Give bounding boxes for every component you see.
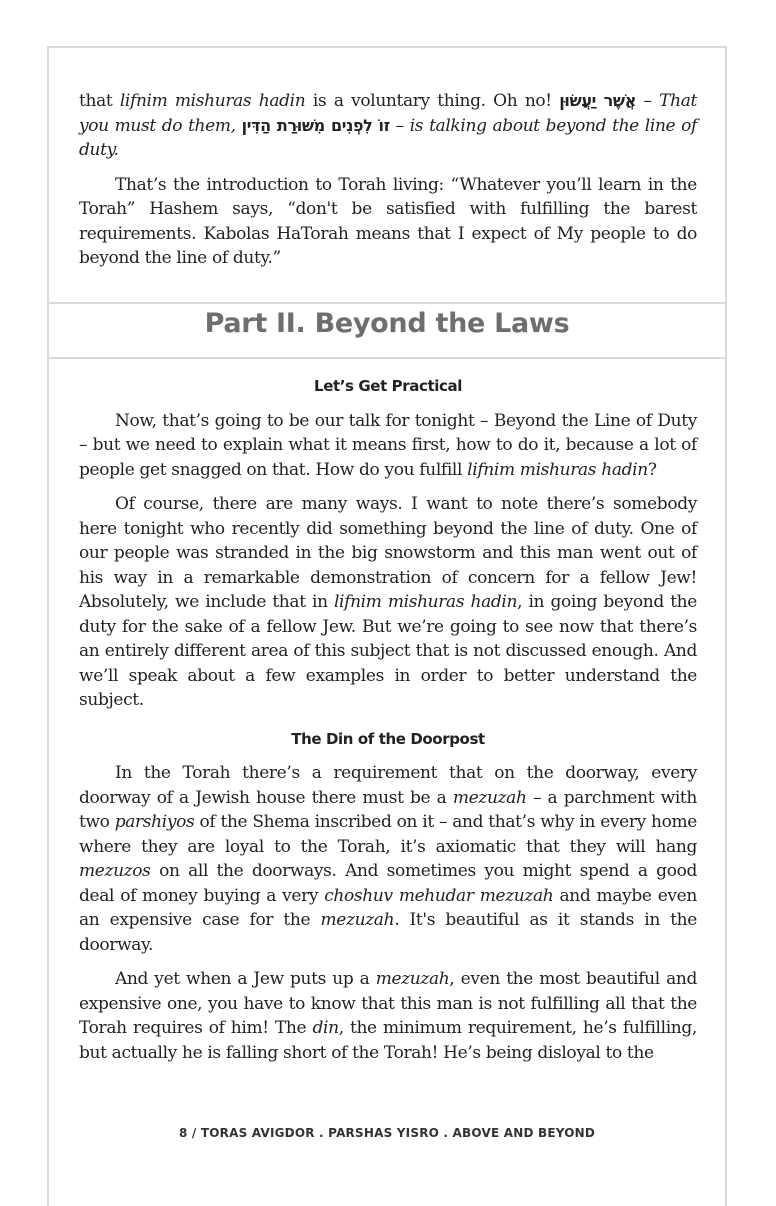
- text-run: In the Torah there’s a requirement that on the doorway, every doorway of a Jewish house there must be a: [79, 763, 697, 808]
- section-title: Part II. Beyond the Laws: [204, 308, 570, 339]
- italic-term: parshiyos: [114, 812, 195, 832]
- body-paragraph: [79, 409, 697, 483]
- hebrew-quote: אֲשֶׁר יַעֲשׂוּן: [559, 91, 637, 110]
- text-run: Now, that’s going to be our talk for tonight – Beyond the Line of Duty – but we need to explain what it means first, how to do it, because a lot of people get snagged on that. How do you fulfill: [79, 410, 697, 480]
- hebrew-quote: זוֹ לִפְנִים מִשּׁוּרַת הַדִּין: [241, 115, 390, 135]
- text-run: –: [636, 91, 660, 111]
- italic-term: lifnim mishuras hadin: [467, 459, 648, 480]
- subheading-lets-get-practical: Let’s Get Practical: [314, 377, 462, 395]
- divider-top: [47, 302, 727, 304]
- text-run: , in going beyond the duty for the sake of a fellow Jew. But we’re going to see now that there’s an entirely different area of this subject that is not discussed enough. And we’ll speak about a few examples in order to better understand the subject.: [79, 592, 697, 710]
- text-run: ?: [647, 459, 657, 480]
- text-run: that: [79, 91, 120, 111]
- italic-translation: That you must do them,: [79, 91, 698, 136]
- italic-translation: is talking about beyond the line of duty.: [79, 115, 697, 160]
- text-run: Of course, there are many ways. I want to note there’s somebody here tonight who recently did something beyond the line of duty. One of our people was stranded in the big snowstorm and this man went out of his way in a remarkable demonstration of concern for a fellow Jew! Absolutely, we include that in: [79, 494, 697, 612]
- text-run: of the Shema inscribed on it – and that’s why in every home where they are loyal to the Torah, it’s axiomatic that they will hang: [79, 812, 697, 857]
- text-run: on all the doorways. And sometimes you might spend a good deal of money buying a very: [79, 861, 697, 906]
- body-paragraph: [79, 492, 697, 713]
- text-run: , the minimum requirement, he’s fulfilling, but actually he is falling short of the Torah! He’s being disloyal to the: [79, 1018, 697, 1063]
- italic-term: din: [312, 1018, 339, 1038]
- intro-paragraph-2: That’s the introduction to Torah living: “Whatever you’ll learn in the Torah” Hashem says, “don't be satisfied with fulfilling the barest requirements. Kabolas HaTorah means that I expect of My people to do beyond the line of duty.”: [79, 174, 697, 268]
- divider-bottom: [47, 357, 727, 359]
- text-run: . It's beautiful as it stands in the doorway.: [79, 910, 697, 955]
- intro-block: [79, 89, 697, 281]
- subheading-din-of-doorpost: The Din of the Doorpost: [291, 729, 485, 748]
- italic-term: lifnim mishuras hadin: [119, 91, 306, 111]
- text-run: , even the most beautiful and expensive one, you have to know that this man is not fulfilling all that the Torah requires of him! The: [79, 969, 697, 1038]
- body-paragraph: [79, 761, 697, 957]
- body-paragraph: [79, 967, 697, 1065]
- text-run: And yet when a Jew puts up a: [115, 969, 376, 989]
- italic-term: lifnim mishuras hadin: [333, 592, 518, 612]
- italic-term: choshuv mehudar mezuzah: [324, 885, 554, 906]
- text-run: –: [389, 115, 410, 136]
- italic-term: mezuzah: [452, 787, 527, 808]
- italic-term: mezuzah: [320, 910, 395, 930]
- italic-term: mezuzos: [79, 861, 151, 881]
- body-block: [79, 374, 697, 1075]
- page-footer: 8 / TORAS AVIGDOR . PARSHAS YISRO . ABOVE AND BEYOND: [178, 1126, 596, 1140]
- text-run: – a parchment with two: [79, 787, 697, 832]
- intro-paragraph-1: [79, 89, 697, 163]
- text-run: and maybe even an expensive case for the: [79, 885, 697, 930]
- text-run: is a voluntary thing. Oh no!: [305, 91, 560, 111]
- italic-term: mezuzah: [375, 969, 450, 989]
